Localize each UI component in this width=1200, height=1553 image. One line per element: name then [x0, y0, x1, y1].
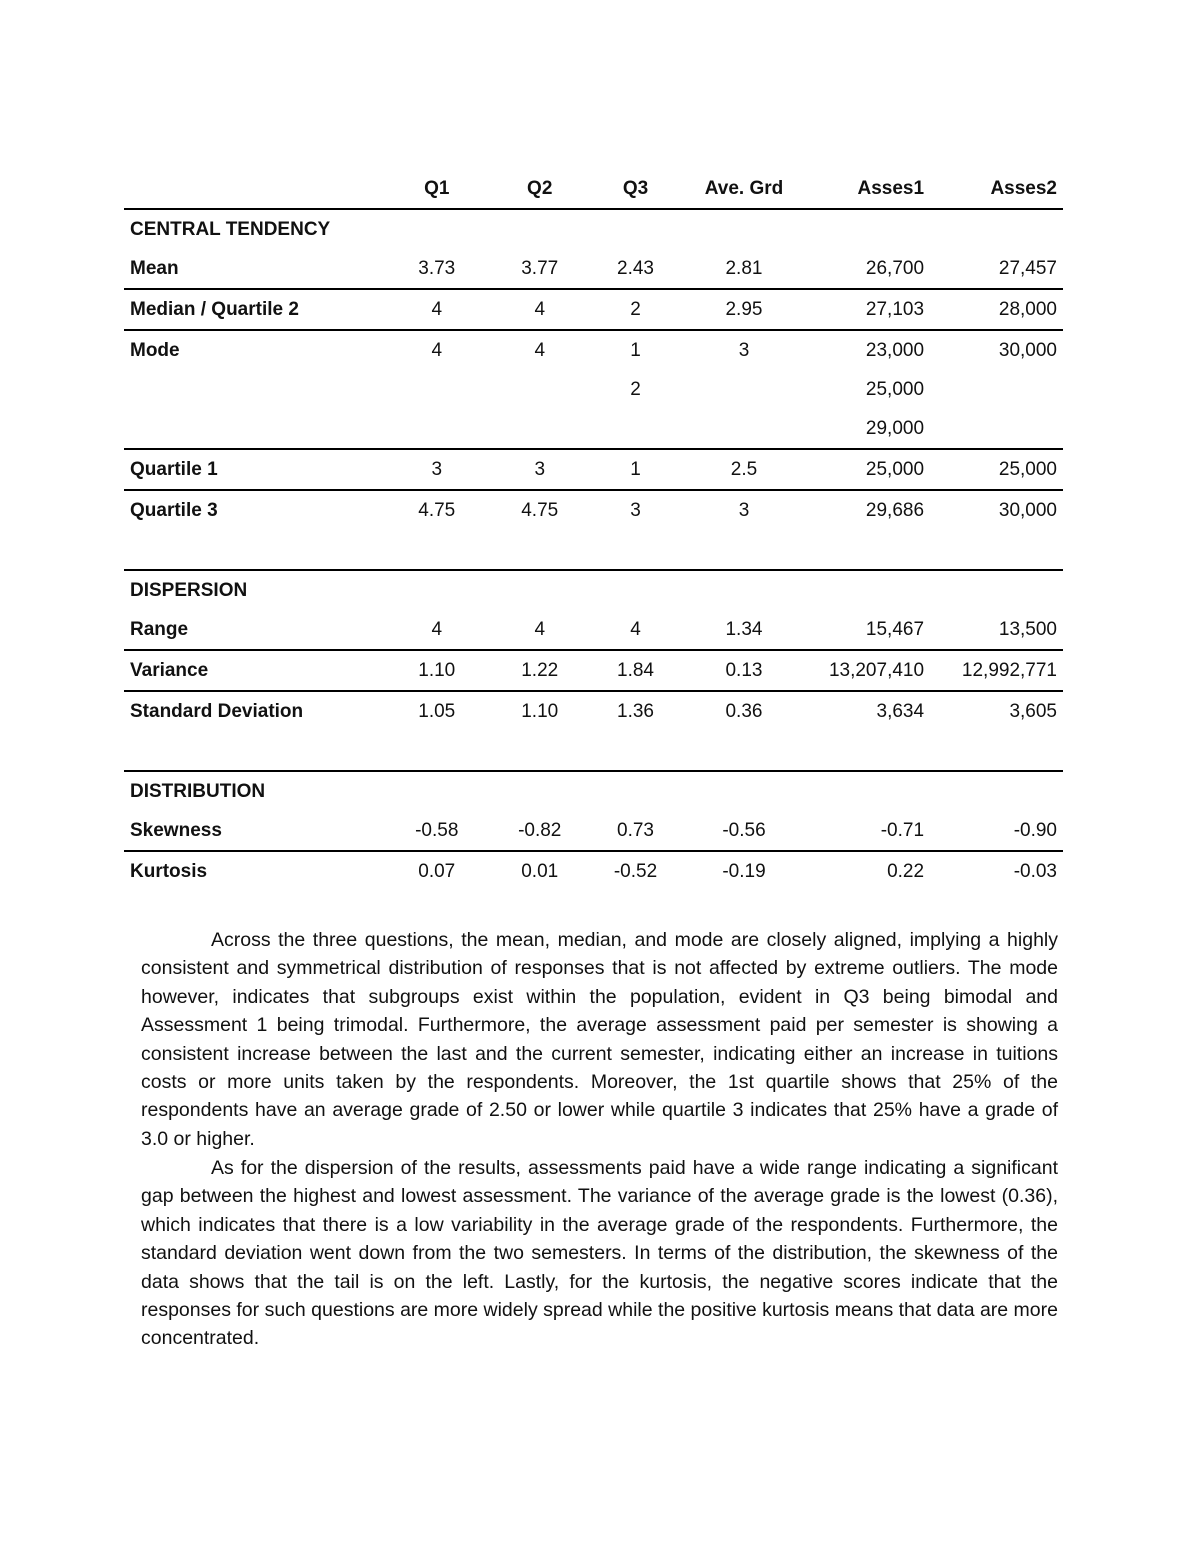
- cell: 2.43: [617, 257, 654, 279]
- table-header-row: [124, 170, 1063, 209]
- row-label: Quartile 3: [124, 490, 383, 530]
- cell: 4.75: [383, 490, 491, 530]
- cell: 2: [589, 289, 682, 330]
- cell: [124, 370, 383, 409]
- cell: 3: [589, 490, 682, 530]
- cell: [383, 409, 491, 449]
- statistics-table: [124, 170, 1063, 891]
- cell: -0.90: [1013, 819, 1057, 841]
- cell: [124, 409, 383, 449]
- header-q3: Q3: [589, 170, 682, 209]
- section-dispersion: DISPERSION: [124, 570, 1063, 610]
- cell: -0.52: [589, 851, 682, 891]
- row-label: Mode: [124, 330, 383, 370]
- cell: [491, 370, 589, 409]
- cell: 0.07: [383, 851, 491, 891]
- row-label: Kurtosis: [124, 851, 383, 891]
- cell: 3: [491, 449, 589, 490]
- section-row-central: [124, 209, 1063, 249]
- table-row-mode-2: [124, 370, 1063, 409]
- row-label: Quartile 1: [124, 449, 383, 490]
- cell: [930, 409, 1063, 449]
- cell: 4: [534, 618, 546, 640]
- cell: 23,000: [806, 330, 930, 370]
- table-row-mode: [124, 330, 1063, 370]
- cell: 2.95: [682, 289, 806, 330]
- cell: 3.73: [418, 257, 456, 279]
- row-label: Standard Deviation: [124, 691, 383, 731]
- header-ave-grd: Ave. Grd: [682, 170, 806, 209]
- cell: 1.10: [491, 691, 589, 731]
- cell: [930, 370, 1063, 409]
- cell: 0.01: [491, 851, 589, 891]
- row-label: Median / Quartile 2: [124, 289, 383, 330]
- cell: 30,000: [930, 330, 1063, 370]
- cell: 3,634: [806, 691, 930, 731]
- cell: 2.81: [725, 257, 763, 279]
- cell: 4: [383, 289, 491, 330]
- cell: [682, 409, 806, 449]
- paragraph-1-text: Across the three questions, the mean, median, and mode are closely aligned, implying a highly consistent and symmetrical distribution of responses that is not affected by extreme outliers. The mode however, indicates that subgroups exist within the population, evident in Q3 being bimodal and Assessment 1 being trimodal. Furthermore, the average assessment paid per semester is showing a consistent increase between the last and the current semester, indicating either an increase in tuitions costs or more units taken by the respondents. Moreover, the 1st quartile shows that 25% of the respondents have an average grade of 2.50 or lower while quartile 3 indicates that 25% have a grade of 3.0 or higher.: [141, 929, 1058, 1150]
- table-row-standard-deviation: [124, 691, 1063, 731]
- cell: -0.71: [880, 819, 925, 841]
- cell: 12,992,771: [930, 650, 1063, 691]
- cell: 29,000: [865, 417, 925, 439]
- table-row-kurtosis: [124, 851, 1063, 891]
- cell: 0.13: [682, 650, 806, 691]
- spacer-row: [124, 731, 1063, 771]
- cell: [589, 409, 682, 449]
- cell: 1.84: [589, 650, 682, 691]
- paragraph-2-text: As for the dispersion of the results, assessments paid have a wide range indicating a significant gap between the highest and lowest assessment. The variance of the average grade is the lowest (0.36), which indicates that there is a low variability in the average grade of the respondents. Furthermore, the standard deviation went down from the two semesters. In terms of the distribution, the skewness of the data shows that the tail is on the left. Lastly, for the kurtosis, the negative scores indicate that the responses for such questions are more widely spread while the positive kurtosis means that data are more concentrated.: [141, 1157, 1058, 1350]
- header-q2: Q2: [491, 170, 589, 209]
- cell: 2.5: [682, 449, 806, 490]
- cell: 27,103: [806, 289, 930, 330]
- cell: 0.22: [806, 851, 930, 891]
- cell: 4.75: [491, 490, 589, 530]
- section-central-tendency: CENTRAL TENDENCY: [130, 218, 331, 240]
- cell: 1.22: [491, 650, 589, 691]
- cell: 0.36: [682, 691, 806, 731]
- cell: 1: [589, 330, 682, 370]
- cell: 15,467: [865, 618, 925, 640]
- cell: 2: [630, 378, 641, 400]
- cell: 1.34: [725, 618, 763, 640]
- cell: 30,000: [930, 490, 1063, 530]
- cell: 4: [491, 289, 589, 330]
- cell: 4: [431, 618, 443, 640]
- table-row-skewness: [124, 811, 1063, 851]
- row-label: Skewness: [130, 819, 222, 841]
- cell: 25,000: [806, 449, 930, 490]
- table-row-mode-3: [124, 409, 1063, 449]
- cell: 1: [589, 449, 682, 490]
- cell: 4: [383, 330, 491, 370]
- table-row-quartile-1: [124, 449, 1063, 490]
- spacer-row: [124, 530, 1063, 570]
- paragraph-1: [141, 926, 1058, 1153]
- row-label: Variance: [124, 650, 383, 691]
- table-row-mean: [124, 249, 1063, 289]
- cell: 3: [682, 330, 806, 370]
- header-asses2: Asses2: [930, 170, 1063, 209]
- cell: [682, 370, 806, 409]
- row-label: Mean: [130, 257, 179, 279]
- cell: 1.36: [589, 691, 682, 731]
- table-row-range: [124, 610, 1063, 650]
- cell: 3: [682, 490, 806, 530]
- cell: 4: [491, 330, 589, 370]
- cell: 25,000: [930, 449, 1063, 490]
- cell: 26,700: [865, 257, 925, 279]
- cell: 1.10: [383, 650, 491, 691]
- cell: -0.56: [722, 819, 766, 841]
- table-row-median: [124, 289, 1063, 330]
- cell: [491, 409, 589, 449]
- section-distribution: DISTRIBUTION: [124, 771, 1063, 811]
- cell: -0.58: [415, 819, 459, 841]
- paragraph-2: [141, 1154, 1058, 1353]
- cell: 28,000: [930, 289, 1063, 330]
- table-row-variance: [124, 650, 1063, 691]
- cell: 13,500: [998, 618, 1057, 640]
- cell: -0.03: [930, 851, 1063, 891]
- header-blank: [124, 170, 383, 209]
- cell: 29,686: [806, 490, 930, 530]
- cell: 27,457: [998, 257, 1057, 279]
- cell: 13,207,410: [806, 650, 930, 691]
- cell: 25,000: [865, 378, 925, 400]
- cell: -0.82: [518, 819, 562, 841]
- header-asses1: Asses1: [806, 170, 930, 209]
- section-row-distribution: [124, 771, 1063, 811]
- cell: 4: [630, 618, 641, 640]
- cell: [383, 370, 491, 409]
- cell: 3,605: [930, 691, 1063, 731]
- cell: 0.73: [617, 819, 654, 841]
- header-q1: Q1: [383, 170, 491, 209]
- cell: -0.19: [682, 851, 806, 891]
- cell: 3.77: [521, 257, 559, 279]
- cell: 3: [383, 449, 491, 490]
- section-row-dispersion: [124, 570, 1063, 610]
- table-row-quartile-3: [124, 490, 1063, 530]
- row-label: Range: [130, 618, 189, 640]
- cell: 1.05: [383, 691, 491, 731]
